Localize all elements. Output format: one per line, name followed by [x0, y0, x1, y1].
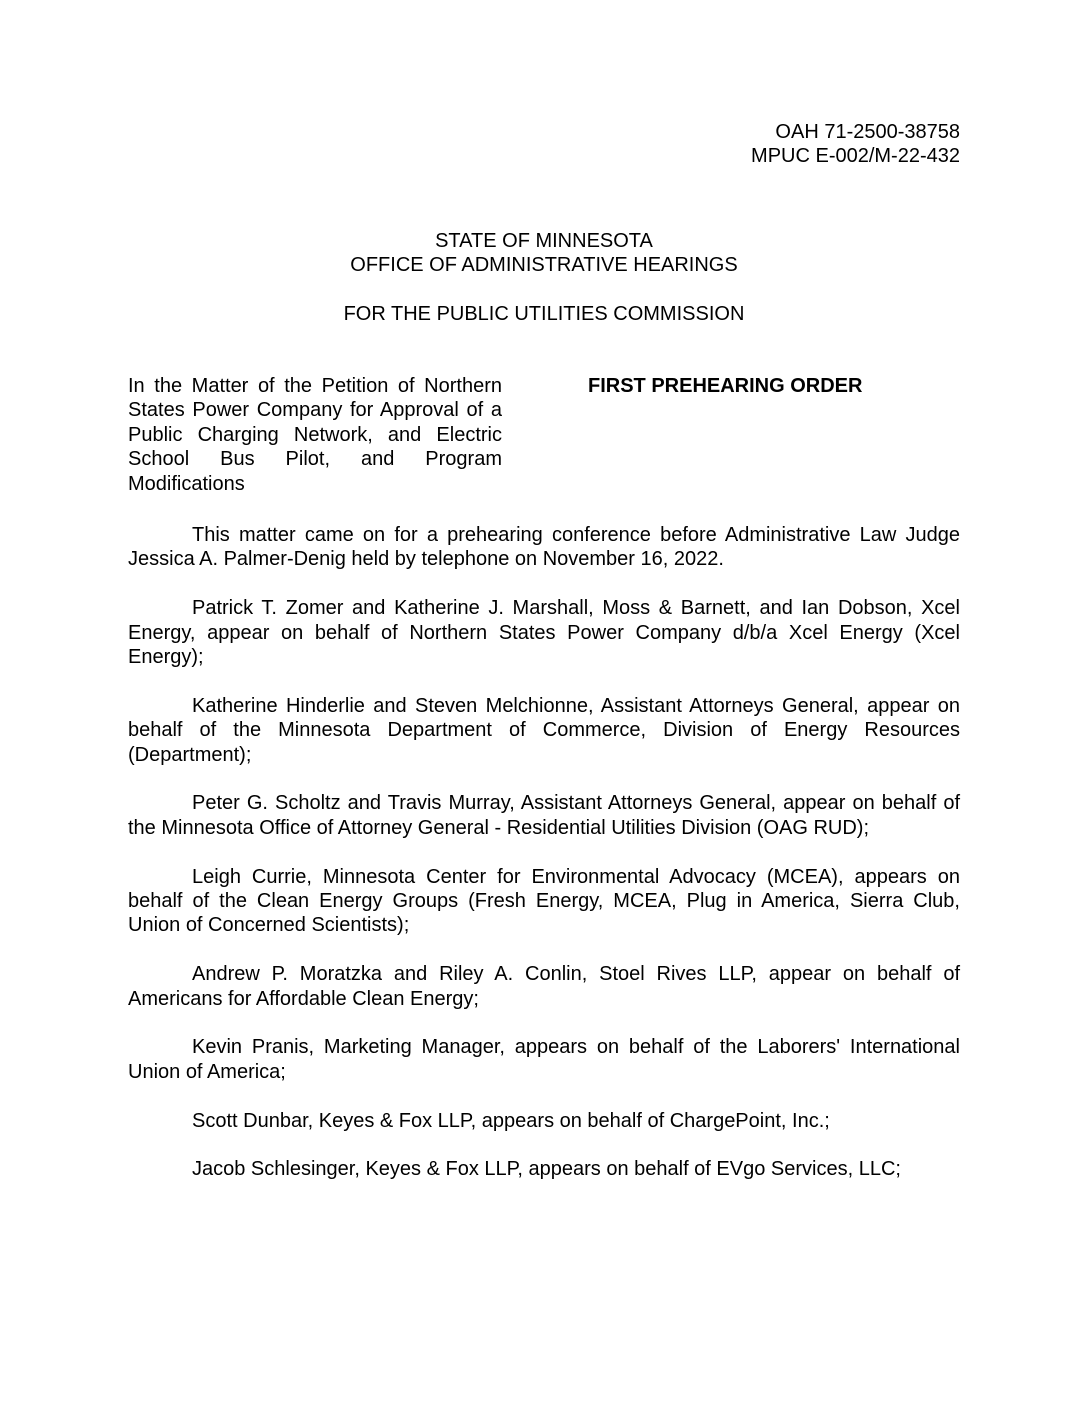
paragraph: Scott Dunbar, Keyes & Fox LLP, appears on behalf of ChargePoint, Inc.; — [192, 1109, 830, 1132]
oah-docket-number: OAH 71-2500-38758 — [775, 121, 960, 143]
order-title: FIRST PREHEARING ORDER — [588, 375, 863, 397]
office-heading: OFFICE OF ADMINISTRATIVE HEARINGS — [350, 254, 738, 276]
paragraph: Patrick T. Zomer and Katherine J. Marshall, Moss & Barnett, and Ian Dobson, Xcel Energy, appear on behalf of Northern States Power Company d/b/a Xcel Energy (Xcel Energy); — [128, 597, 960, 669]
docket-numbers — [751, 120, 960, 169]
paragraph: Jacob Schlesinger, Keyes & Fox LLP, appears on behalf of EVgo Services, LLC; — [192, 1158, 901, 1181]
state-heading: STATE OF MINNESOTA — [435, 230, 653, 252]
paragraph: Kevin Pranis, Marketing Manager, appears on behalf of the Laborers' International Union of America; — [128, 1036, 960, 1083]
paragraph: Andrew P. Moratzka and Riley A. Conlin, Stoel Rives LLP, appear on behalf of Americans for Affordable Clean Energy; — [128, 963, 960, 1010]
mpuc-docket-number: MPUC E-002/M-22-432 — [751, 145, 960, 168]
paragraph: Leigh Currie, Minnesota Center for Environmental Advocacy (MCEA), appears on behalf of the Clean Energy Groups (Fresh Energy, MCEA, Plug in America, Sierra Club, Union of Concerned Scientists); — [128, 865, 960, 937]
paragraph: Peter G. Scholtz and Travis Murray, Assistant Attorneys General, appear on behalf of the Minnesota Office of Attorney General - Residential Utilities Division (OAG RUD); — [128, 792, 960, 839]
commission-heading: FOR THE PUBLIC UTILITIES COMMISSION — [343, 303, 745, 325]
paragraph: Katherine Hinderlie and Steven Melchionne, Assistant Attorneys General, appear on behalf of the Minnesota Department of Commerce, Division of Energy Resources (Department); — [128, 694, 960, 766]
case-caption: In the Matter of the Petition of Northern States Power Company for Approval of a Public Charging Network, and Electric School Bus Pilot, and Program Modifications — [128, 375, 502, 495]
paragraph: This matter came on for a prehearing conference before Administrative Law Judge Jessica A. Palmer-Denig held by telephone on November 16, 2022. — [128, 524, 960, 571]
document-body — [128, 523, 960, 1206]
